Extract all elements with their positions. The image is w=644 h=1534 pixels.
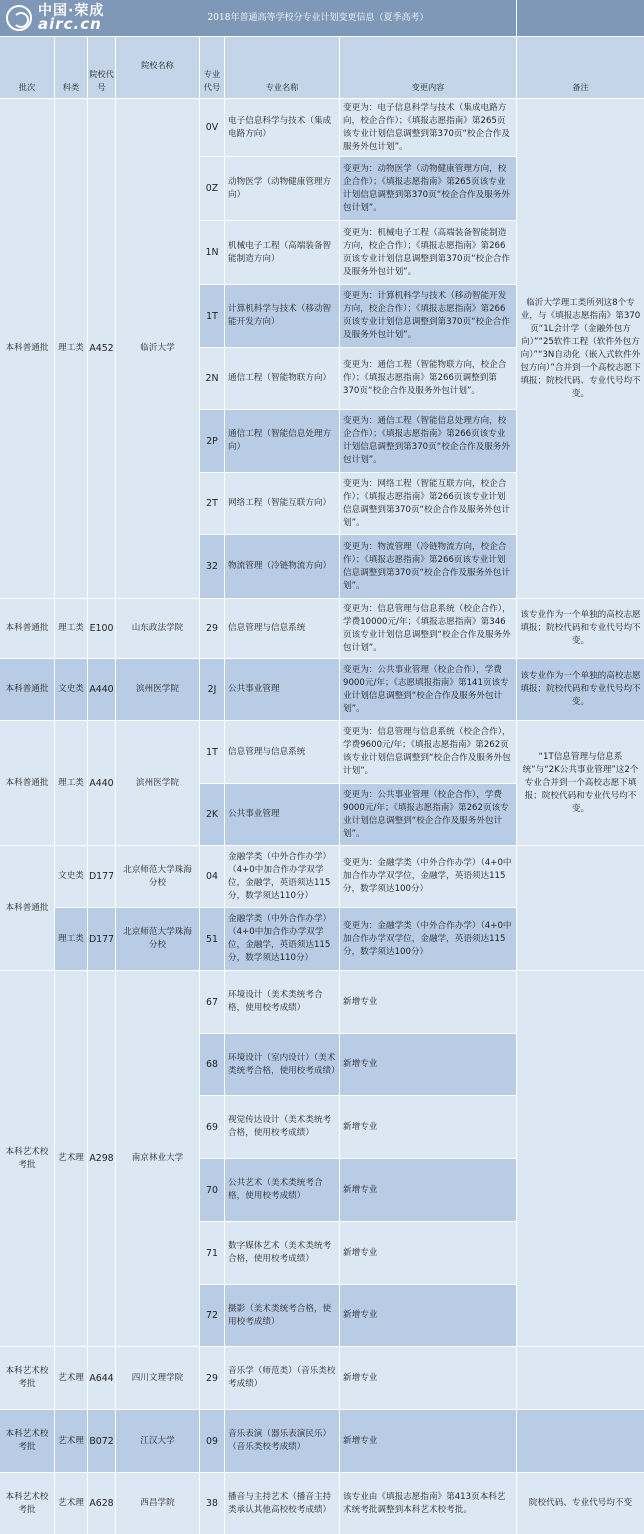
major-code-cell: 2T: [200, 473, 224, 534]
school-name-cell: 江汉大学: [116, 1410, 199, 1472]
major-name-cell: 物流管理（冷链物流方向）: [225, 535, 339, 598]
note-cell: 该专业作为一个单独的高校志愿填报；院校代码和专业代号均不变。: [517, 659, 644, 720]
category-cell: 理工类: [55, 599, 87, 658]
major-name-cell: 网络工程（智能互联方向）: [225, 473, 339, 534]
header-note: 备注: [517, 37, 644, 98]
school-code-cell: D177: [88, 908, 115, 970]
major-name-cell: 信息管理与信息系统: [225, 721, 339, 783]
school-name-cell: 山东政法学院: [116, 599, 199, 658]
major-code-cell: 29: [200, 1347, 224, 1409]
major-name-cell: 环境设计（美术类统考合格，使用校考成绩）: [225, 971, 339, 1033]
major-name-cell: 通信工程（智能物联方向）: [225, 348, 339, 409]
major-name-cell: 公共事业管理: [225, 784, 339, 845]
change-cell: 新增专业: [340, 1159, 516, 1221]
major-name-cell: 金融学类（中外合作办学）（4+0中加合作办学双学位，金融学，英语须达115分，数学须达110分）: [225, 846, 339, 907]
header-change: 变更内容: [340, 37, 516, 98]
major-code-cell: 32: [200, 535, 224, 598]
change-cell: 新增专业: [340, 1096, 516, 1158]
logo-swirl-icon: [6, 5, 32, 31]
school-name-cell: 滨州医学院: [116, 659, 199, 720]
major-name-cell: 视觉传达设计（美术类统考合格，使用校考成绩）: [225, 1096, 339, 1158]
major-code-cell: 1T: [200, 721, 224, 783]
major-name-cell: 音乐表演（器乐表演民乐）（音乐类校考成绩）: [225, 1410, 339, 1472]
school-name-cell: 临沂大学: [116, 99, 199, 598]
category-cell: 文史类: [55, 659, 87, 720]
school-name-cell: 四川文理学院: [116, 1347, 199, 1409]
category-cell: 文史类: [55, 846, 87, 907]
category-cell: 艺术理: [55, 1347, 87, 1409]
category-cell: 理工类: [55, 908, 87, 970]
change-cell: 该专业由《填报志愿指南》第413页本科艺术统考批调整到本科艺术校考批。: [340, 1473, 516, 1534]
sheet-title: 2018年普通高等学校分专业计划变更信息（夏季高考）: [207, 13, 429, 23]
batch-cell: 本科艺术校考批: [0, 1473, 54, 1534]
major-name-cell: 计算机科学与技术（移动智能开发方向）: [225, 285, 339, 347]
school-code-cell: E100: [88, 599, 115, 658]
school-code-cell: A644: [88, 1347, 115, 1409]
batch-cell: 本科普通批: [0, 721, 54, 845]
change-cell: 变更为：金融学类（中外合作办学）（4+0中加合作办学双学位，金融学，英语须达115分，数学须达100分）: [340, 908, 516, 970]
note-cell: [517, 846, 644, 970]
school-code-cell: A440: [88, 721, 115, 845]
batch-cell: 本科艺术校考批: [0, 1410, 54, 1472]
major-code-cell: 1T: [200, 285, 224, 347]
batch-cell: 本科普通批: [0, 599, 54, 658]
major-name-cell: 信息管理与信息系统: [225, 599, 339, 658]
header-major-code: 专业代号: [200, 37, 224, 98]
change-cell: 变更为：公共事业管理（校企合作），学费9000元/年；《志愿填报指南》第141页该专业计划信息调整到“校企合作及服务外包计划”。: [340, 659, 516, 720]
note-cell: 院校代码、专业代号均不变: [517, 1473, 644, 1534]
header-major-name: 专业名称: [225, 37, 339, 98]
school-code-cell: A452: [88, 99, 115, 598]
major-code-cell: 0Z: [200, 157, 224, 220]
school-code-cell: A628: [88, 1473, 115, 1534]
logo-cn-text: 中国·荣成: [38, 3, 105, 19]
major-name-cell: 播音与主持艺术（播音主持类承认其他高校校考成绩）: [225, 1473, 339, 1534]
header-school-name: 院校名称: [116, 37, 199, 98]
major-name-cell: 机械电子工程（高端装备智能制造方向）: [225, 221, 339, 284]
change-cell: 变更为：动物医学（动物健康管理方向，校企合作）；《填报志愿指南》第265页该专业计划信息调整到第370页“校企合作及服务外包计划”。: [340, 157, 516, 220]
logo-en-text: airc.cn: [38, 15, 102, 33]
batch-cell: 本科艺术校考批: [0, 971, 54, 1346]
category-cell: 艺术理: [55, 1473, 87, 1534]
category-cell: 艺术理: [55, 1410, 87, 1472]
school-name-cell: 北京师范大学珠海分校: [116, 846, 199, 907]
change-cell: 变更为：通信工程（智能物联方向，校企合作）；《填报志愿指南》第266页调整到第370页“校企合作及服务外包计划”。: [340, 348, 516, 409]
major-code-cell: 29: [200, 599, 224, 658]
sheet-title-row: [0, 0, 644, 36]
category-cell: 理工类: [55, 99, 87, 598]
change-cell: 变更为：信息管理与信息系统（校企合作），学费10000元/年；《填报志愿指南》第346页该专业计划信息调整到“校企合作及服务外包计划”。: [340, 599, 516, 658]
major-code-cell: 71: [200, 1222, 224, 1284]
major-code-cell: 2K: [200, 784, 224, 845]
category-cell: 艺术理: [55, 971, 87, 1346]
batch-cell: 本科普通批: [0, 659, 54, 720]
change-cell: 新增专业: [340, 1285, 516, 1346]
major-code-cell: 2J: [200, 659, 224, 720]
note-cell: [517, 971, 644, 1346]
major-code-cell: 09: [200, 1410, 224, 1472]
school-name-cell: 滨州医学院: [116, 721, 199, 845]
change-cell: 新增专业: [340, 1222, 516, 1284]
school-code-cell: B072: [88, 1410, 115, 1472]
change-cell: 新增专业: [340, 1347, 516, 1409]
change-cell: 变更为：网络工程（智能互联方向，校企合作）；《填报志愿指南》第266页该专业计划信息调整到第370页“校企合作及服务外包计划”。: [340, 473, 516, 534]
note-cell: 该专业作为一个单独的高校志愿填报；院校代码和专业代号均不变。: [517, 599, 644, 658]
school-name-cell: 南京林业大学: [116, 971, 199, 1346]
major-name-cell: 电子信息科学与技术（集成电路方向）: [225, 99, 339, 156]
note-cell: 临沂大学理工类所列这8个专业，与《填报志愿指南》第370页“1L会计学（金融外包方向）”“25软件工程（软件外包方向）”“3N自动化（嵌入式软件外包方向）”合并到一个高校志愿下填报；院校代码、专业代号均不变。: [517, 99, 644, 598]
change-cell: 变更为：公共事业管理（校企合作），学费9000元/年；《填报志愿指南》第262页该专业计划信息调整到“校企合作及服务外包计划”。: [340, 784, 516, 845]
major-code-cell: 38: [200, 1473, 224, 1534]
change-cell: 新增专业: [340, 971, 516, 1033]
major-code-cell: 69: [200, 1096, 224, 1158]
change-cell: 变更为：信息管理与信息系统（校企合作），学费9600元/年；《填报志愿指南》第262页该专业计划信息调整到“校企合作及服务外包计划”。: [340, 721, 516, 783]
change-cell: 新增专业: [340, 1410, 516, 1472]
major-code-cell: 04: [200, 846, 224, 907]
major-name-cell: 环境设计（室内设计）（美术类统考合格，使用校考成绩）: [225, 1034, 339, 1095]
major-code-cell: 1N: [200, 221, 224, 284]
batch-cell: 本科艺术校考批: [0, 1347, 54, 1409]
major-code-cell: 70: [200, 1159, 224, 1221]
note-cell: “1T信息管理与信息系统”与“2K公共事业管理”这2个专业合并到一个高校志愿下填报；院校代码和专业代号均不变。: [517, 721, 644, 845]
change-cell: 变更为：计算机科学与技术（移动智能开发方向，校企合作）；《填报志愿指南》第266页该专业计划信息调整到第370页“校企合作及服务外包计划”。: [340, 285, 516, 347]
change-cell: 变更为：物流管理（冷链物流方向，校企合作）；《填报志愿指南》第266页该专业计划信息调整到第370页“校企合作及服务外包计划”。: [340, 535, 516, 598]
major-code-cell: 67: [200, 971, 224, 1033]
change-cell: 变更为：通信工程（智能信息处理方向，校企合作）；《填报志愿指南》第266页该专业计划信息调整到第370页“校企合作及服务外包计划”。: [340, 410, 516, 472]
major-name-cell: 公共事业管理: [225, 659, 339, 720]
school-name-cell: 北京师范大学珠海分校: [116, 908, 199, 970]
major-name-cell: 金融学类（中外合作办学）（4+0中加合作办学双学位，金融学，英语须达115分，数学须达110分）: [225, 908, 339, 970]
site-logo: [6, 4, 104, 32]
major-name-cell: 音乐学（师范类）（音乐类校考成绩）: [225, 1347, 339, 1409]
category-cell: 理工类: [55, 721, 87, 845]
major-code-cell: 2N: [200, 348, 224, 409]
change-cell: 变更为：电子信息科学与技术（集成电路方向，校企合作）；《填报志愿指南》第265页该专业计划信息调整到第370页“校企合作及服务外包计划”。: [340, 99, 516, 156]
major-code-cell: 68: [200, 1034, 224, 1095]
batch-cell: 本科普通批: [0, 99, 54, 598]
header-school-code: 院校代号: [88, 37, 115, 98]
major-name-cell: 通信工程（智能信息处理方向）: [225, 410, 339, 472]
major-code-cell: 72: [200, 1285, 224, 1346]
change-cell: 变更为：金融学类（中外合作办学）（4+0中加合作办学双学位，金融学，英语须达115分，数学须达100分）: [340, 846, 516, 907]
header-category: 科类: [55, 37, 87, 98]
major-code-cell: 0V: [200, 99, 224, 156]
major-name-cell: 动物医学（动物健康管理方向）: [225, 157, 339, 220]
major-code-cell: 51: [200, 908, 224, 970]
batch-cell: 本科普通批: [0, 846, 54, 970]
major-name-cell: 数字媒体艺术（美术类统考合格，使用校考成绩）: [225, 1222, 339, 1284]
change-cell: 变更为：机械电子工程（高端装备智能制造方向，校企合作）；《填报志愿指南》第266页该专业计划信息调整到第370页“校企合作及服务外包计划”。: [340, 221, 516, 284]
school-code-cell: A440: [88, 659, 115, 720]
school-code-cell: A298: [88, 971, 115, 1346]
school-code-cell: D177: [88, 846, 115, 907]
header-batch: 批次: [0, 37, 54, 98]
major-name-cell: 公共艺术（美术类统考合格，使用校考成绩）: [225, 1159, 339, 1221]
change-cell: 新增专业: [340, 1034, 516, 1095]
note-cell: [517, 1347, 644, 1409]
school-name-cell: 西昌学院: [116, 1473, 199, 1534]
major-code-cell: 2P: [200, 410, 224, 472]
note-cell: [517, 1410, 644, 1472]
major-name-cell: 摄影（美术类统考合格，使用校考成绩）: [225, 1285, 339, 1346]
